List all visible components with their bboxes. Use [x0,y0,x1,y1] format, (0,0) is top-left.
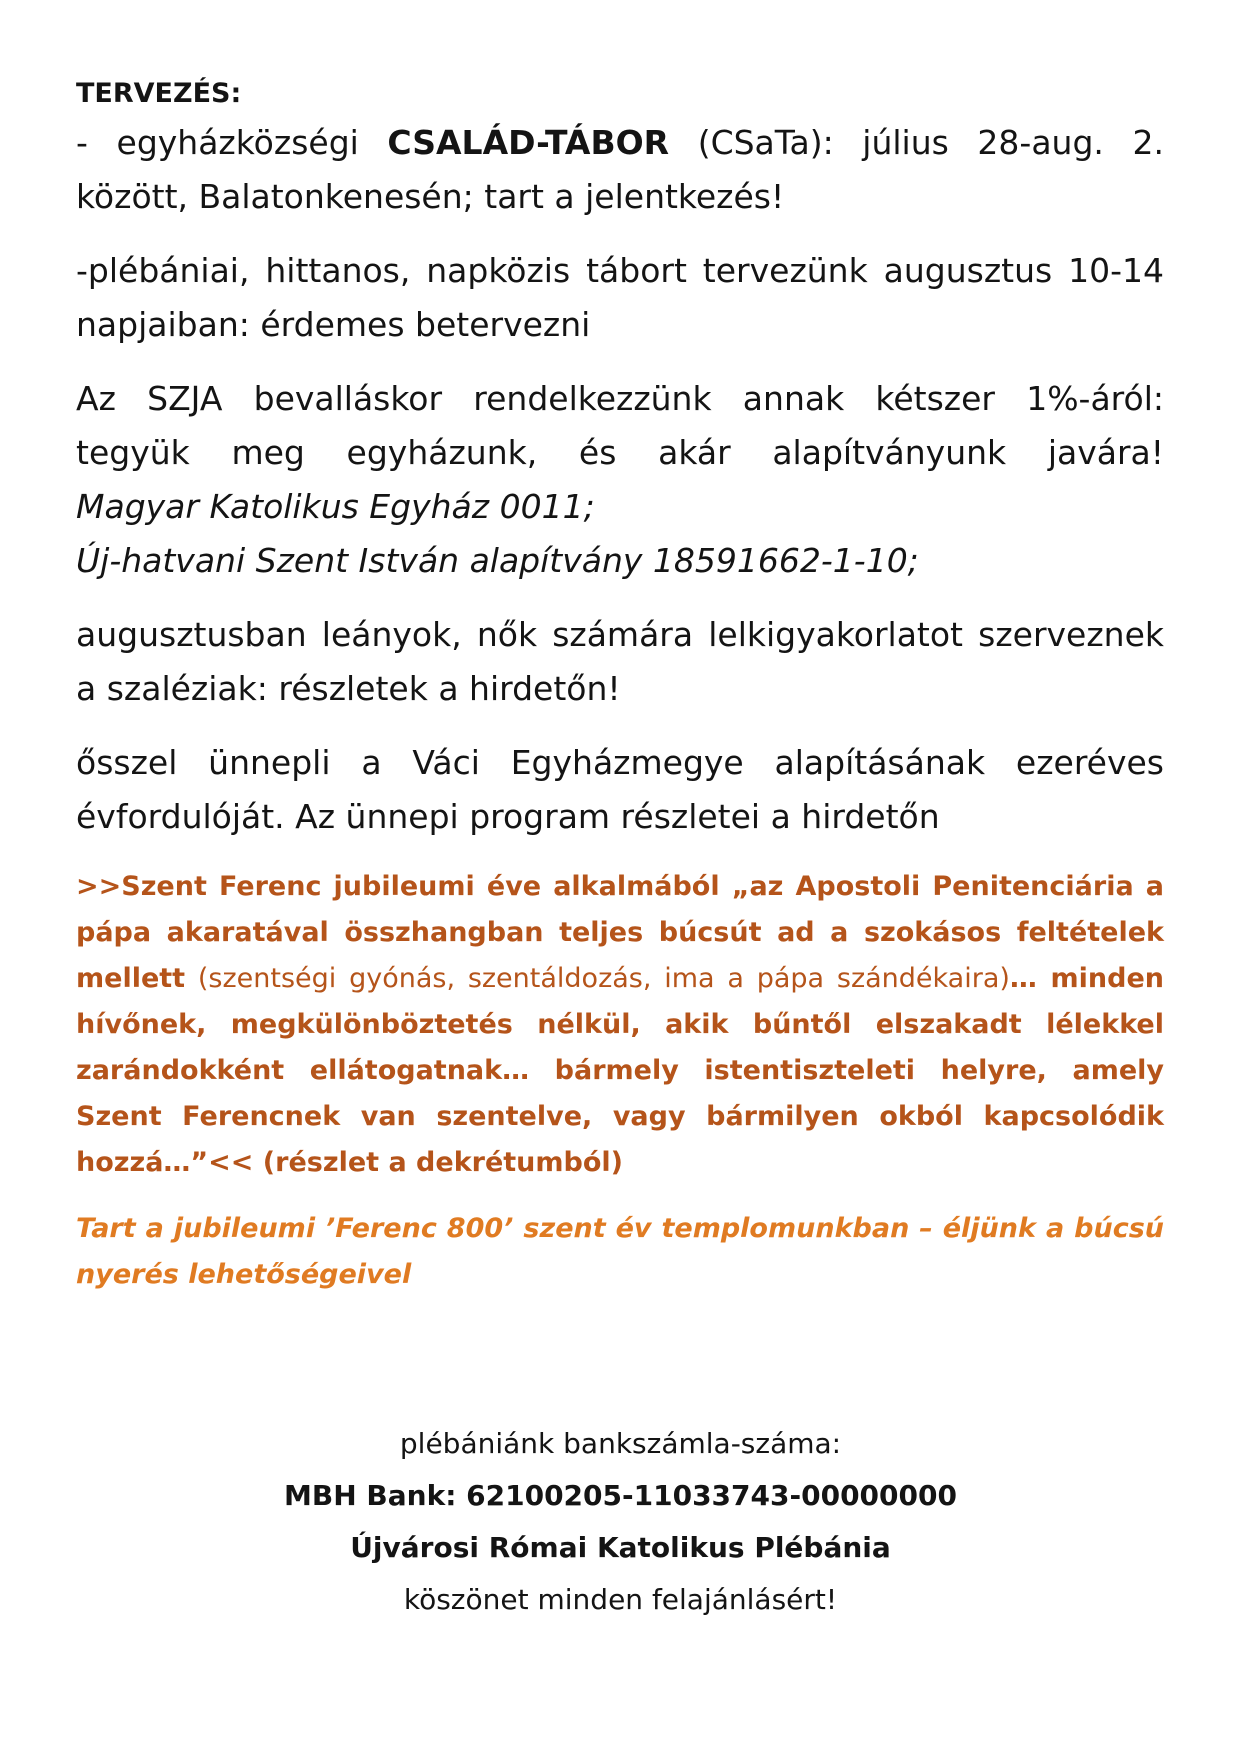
family-camp-name: CSALÁD-TÁBOR [387,123,670,162]
tax-donation-paragraph [76,372,1164,588]
family-camp-details: (CSaTa): július 28-aug. 2. között, Balatonkenesén; tart a jelentkezés! [76,123,1164,216]
foundation-tax-code: Új-hatvani Szent István alapítvány 18591662-1-10; [76,541,919,580]
retreat-paragraph: augusztusban leányok, nők számára lelkigyakorlatot szerveznek a szaléziak: részletek a hirdetőn! [76,615,1164,708]
section-heading: TERVEZÉS: [76,78,242,109]
parish-name: Újvárosi Római Katolikus Plébánia [350,1531,891,1564]
thanks-note: köszönet minden felajánlásért! [403,1583,838,1616]
diocese-anniversary-paragraph: ősszel ünnepli a Váci Egyházmegye alapításának ezeréves évfordulóját. Az ünnepi program részletei a hirdetőn [76,743,1164,836]
decree-quote-part-2: … minden hívőnek, megkülönböztetés nélkül, akik bűntől elszakadt lélekkel zarándokként ellátogatnak… bármely istentiszteleti helyre, amely Szent Ferencnek van szentelve, vagy bármilyen okból kapcsolódik hozzá…”<< (részlet a dekrétumból) [76,963,1165,1178]
family-camp-paragraph [76,116,1164,224]
jubilee-note: Tart a jubileumi ’Ferenc 800’ szent év templomunkban – éljünk a búcsú nyerés lehetőségeivel [76,1213,1164,1290]
bank-account-number: MBH Bank: 62100205-11033743-00000000 [284,1479,957,1512]
decree-quote [76,864,1164,1186]
family-camp-intro: - egyházközségi [76,123,388,162]
tax-line-2: tegyük meg egyházunk, és akár alapítványunk javára! [76,433,1164,472]
announcement-page [76,76,1164,1298]
decree-conditions: (szentségi gyónás, szentáldozás, ima a pápa szándékaira) [185,963,1010,994]
bank-account-label: plébániánk bankszámla-száma: [399,1427,842,1460]
bank-account-footer [0,1418,1241,1626]
church-tax-code: Magyar Katolikus Egyház 0011; [76,487,595,526]
tax-line-1: Az SZJA bevalláskor rendelkezzünk annak kétszer 1%-áról: [76,379,1164,418]
day-camp-paragraph: -plébániai, hittanos, napközis tábort tervezünk augusztus 10-14 napjaiban: érdemes betervezni [76,251,1164,344]
decree-quote-part-1: >>Szent Ferenc jubileumi éve alkalmából „az Apostoli Penitenciária a pápa akaratával összhangban teljes búcsút ad a szokásos feltételek mellett [76,871,1164,994]
